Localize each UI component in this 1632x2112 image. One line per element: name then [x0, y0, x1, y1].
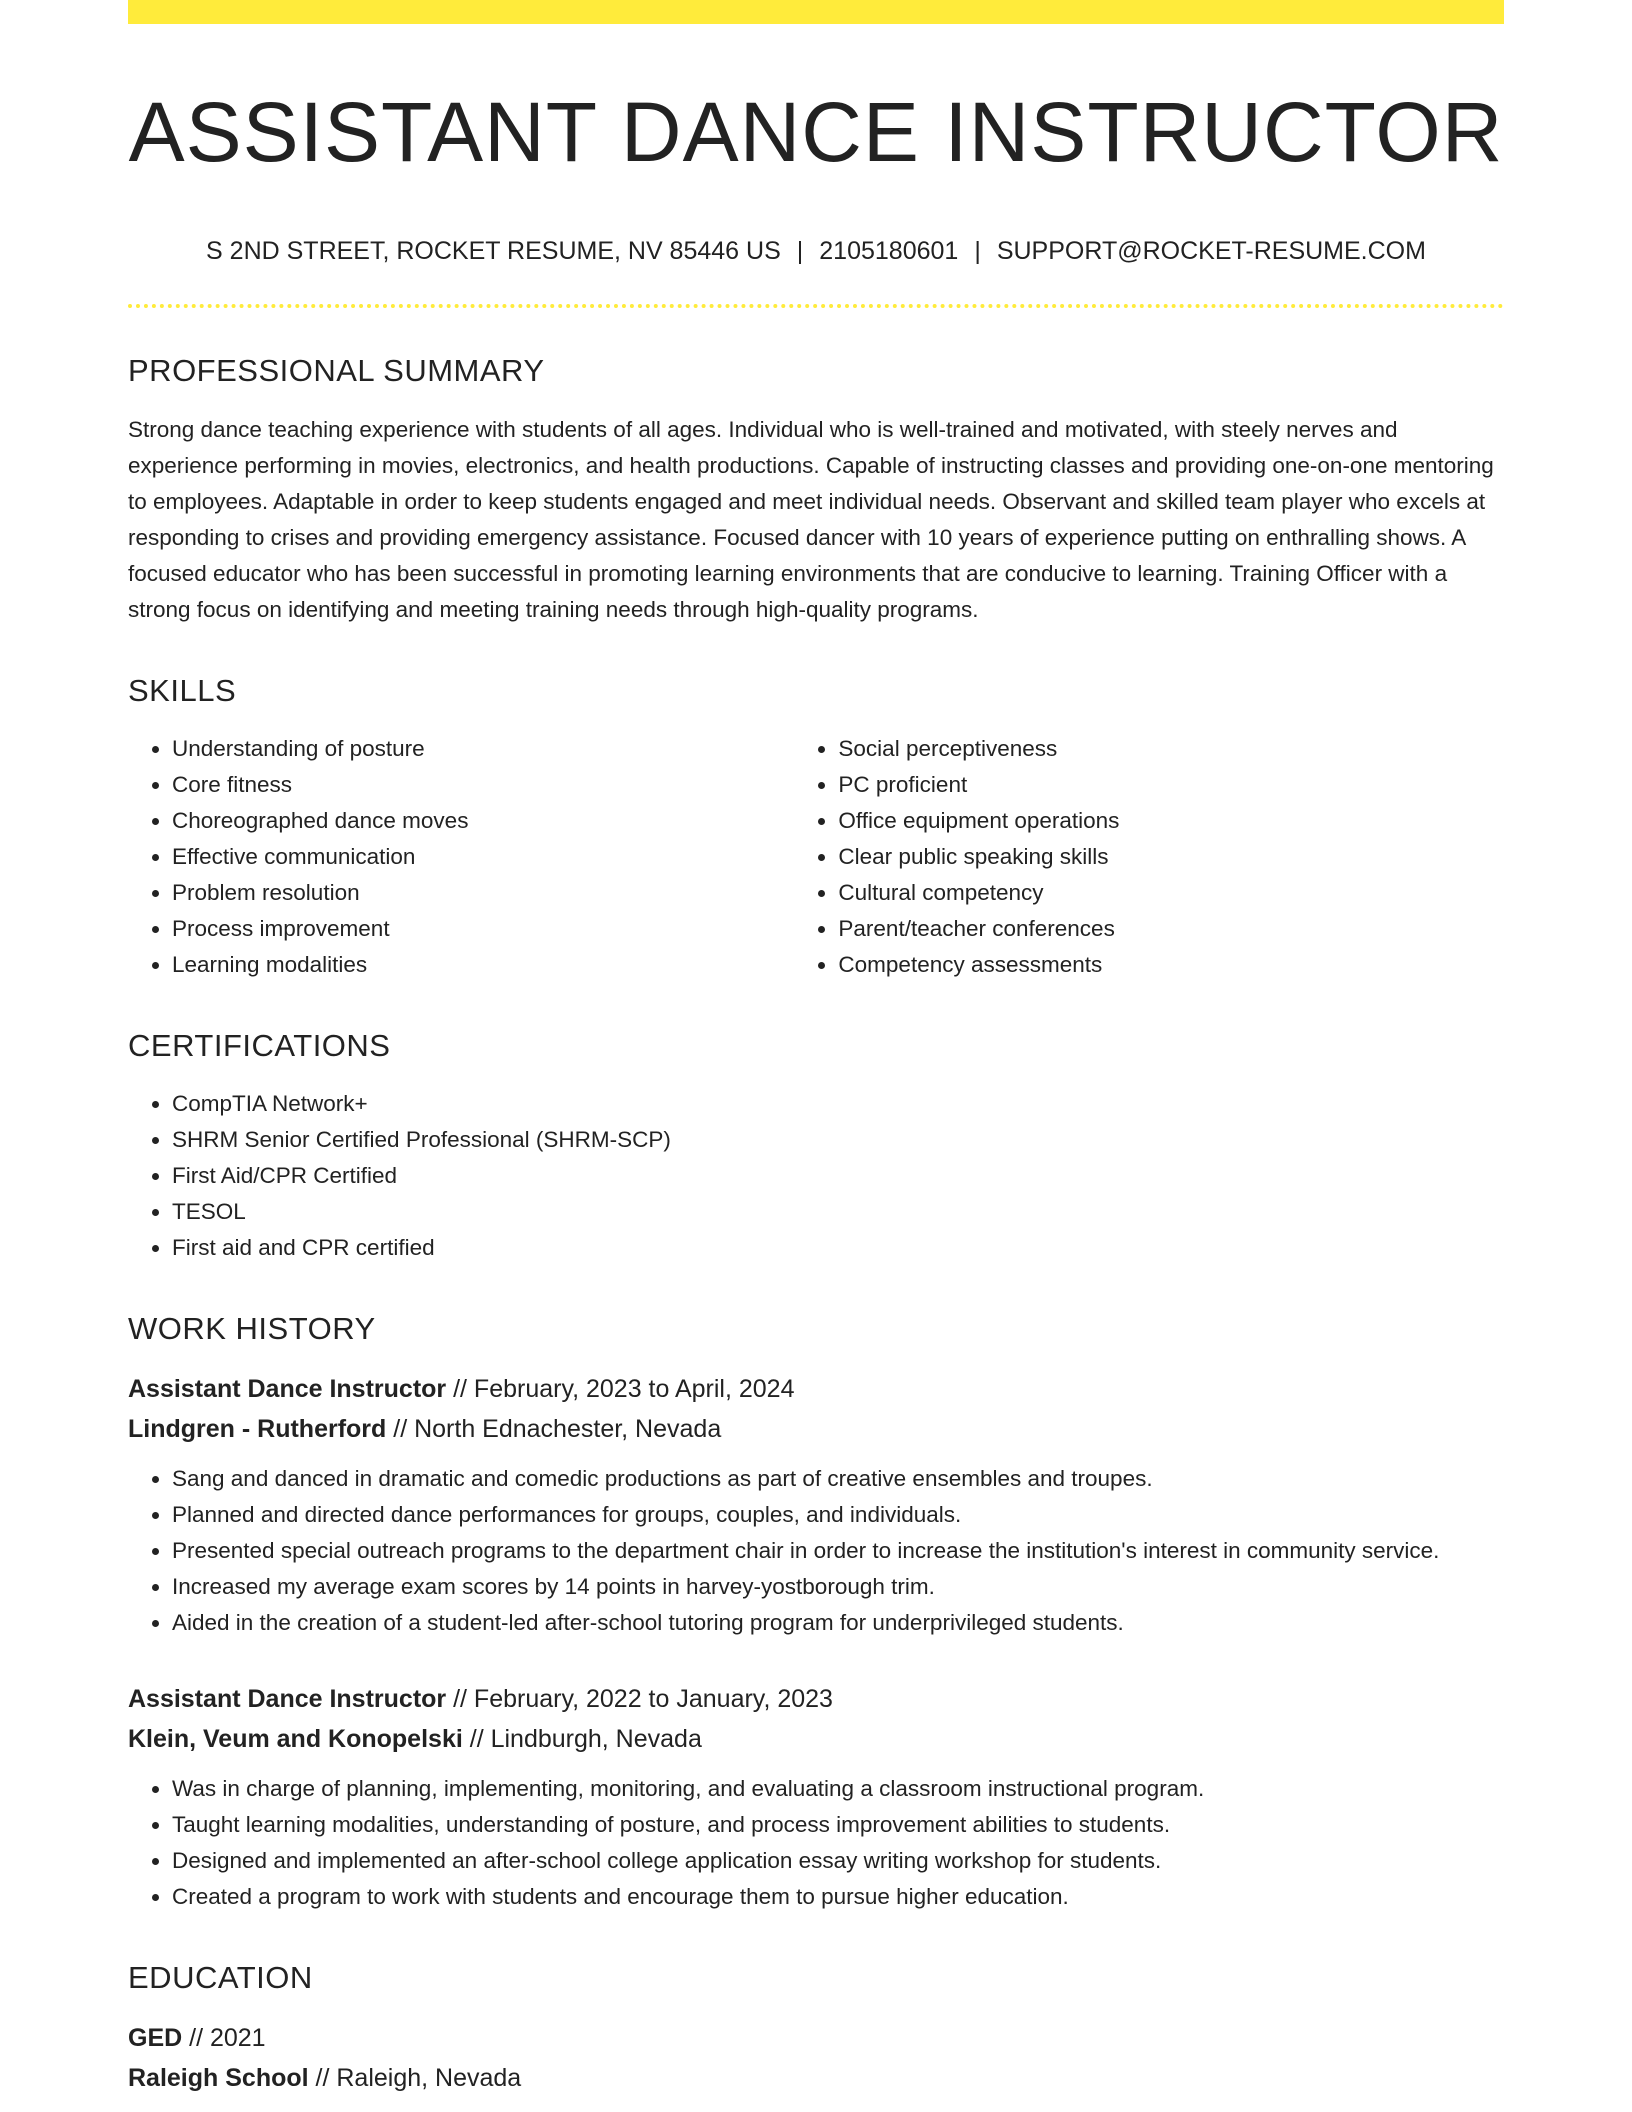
skill-item: • Parent/teacher conferences	[838, 911, 1504, 947]
education-year: // 2021	[182, 2024, 266, 2053]
job-entry	[128, 1369, 1504, 1641]
skill-item: • Cultural competency	[838, 875, 1504, 911]
job-location: // Lindburgh, Nevada	[462, 1725, 702, 1754]
job-title-line	[128, 1679, 1504, 1719]
contact-line	[128, 236, 1504, 266]
email-text: SUPPORT@ROCKET-RESUME.COM	[996, 237, 1426, 266]
certification-item: • First aid and CPR certified	[172, 1230, 1504, 1266]
job-bullets	[128, 1771, 1504, 1915]
job-company-line	[128, 1719, 1504, 1759]
job-bullet: • Was in charge of planning, implementing, monitoring, and evaluating a classroom instructional program.	[172, 1771, 1504, 1807]
job-bullet: • Aided in the creation of a student-led after-school tutoring program for underprivileged students.	[172, 1605, 1504, 1641]
skill-item: • PC proficient	[838, 767, 1504, 803]
job-location: // North Ednachester, Nevada	[386, 1415, 722, 1444]
skills-heading: SKILLS	[128, 672, 237, 708]
job-bullet: • Sang and danced in dramatic and comedic productions as part of creative ensembles and troupes.	[172, 1461, 1504, 1497]
skill-item: • Social perceptiveness	[838, 731, 1504, 767]
job-company-line	[128, 1409, 1504, 1449]
job-bullet: • Planned and directed dance performances for groups, couples, and individuals.	[172, 1497, 1504, 1533]
job-bullet: • Taught learning modalities, understanding of posture, and process improvement abilities to students.	[172, 1807, 1504, 1843]
summary-heading: PROFESSIONAL SUMMARY	[128, 353, 545, 389]
skills-list-right	[794, 731, 1504, 983]
job-dates: // February, 2022 to January, 2023	[446, 1685, 833, 1714]
certification-item: • CompTIA Network+	[172, 1086, 1504, 1122]
work-history-heading: WORK HISTORY	[128, 1310, 376, 1346]
skill-item: • Problem resolution	[172, 875, 794, 911]
certifications-heading: CERTIFICATIONS	[128, 1027, 391, 1063]
certifications-list	[128, 1086, 1504, 1266]
contact-separator: |	[796, 237, 804, 266]
education-heading: EDUCATION	[128, 1960, 313, 1996]
job-company: Klein, Veum and Konopelski	[128, 1725, 463, 1754]
skill-item: • Choreographed dance moves	[172, 803, 794, 839]
certification-item: • First Aid/CPR Certified	[172, 1158, 1504, 1194]
job-title-line	[128, 1369, 1504, 1409]
job-bullet: • Increased my average exam scores by 14 points in harvey-yostborough trim.	[172, 1569, 1504, 1605]
resume-page	[128, 0, 1504, 2098]
job-dates: // February, 2023 to April, 2024	[446, 1375, 795, 1404]
job-bullet: • Presented special outreach programs to the department chair in order to increase the institution's interest in community service.	[172, 1533, 1504, 1569]
address-text: S 2ND STREET, ROCKET RESUME, NV 85446 US	[206, 237, 781, 266]
summary-text: Strong dance teaching experience with students of all ages. Individual who is well-trained and motivated, with steely nerves and experience performing in movies, electronics, and health productions. Capable of instructing classes and providing one-on-one mentoring to employees. Adaptable in order to keep students engaged and meet individual needs. Observant and skilled team player who excels at responding to crises and providing emergency assistance. Focused dancer with 10 years of experience putting on enthralling shows. A focused educator who has been successful in promoting learning environments that are conducive to learning. Training Officer with a strong focus on identifying and meeting training needs through high-quality programs.	[128, 416, 1494, 622]
education-school: Raleigh School	[128, 2064, 309, 2093]
education-degree: GED	[128, 2024, 183, 2053]
job-role: Assistant Dance Instructor	[128, 1685, 447, 1714]
contact-separator: |	[974, 237, 981, 266]
certification-item: • TESOL	[172, 1194, 1504, 1230]
skill-item: • Office equipment operations	[838, 803, 1504, 839]
skill-item: • Clear public speaking skills	[838, 839, 1504, 875]
skill-item: • Core fitness	[172, 767, 794, 803]
job-bullet: • Created a program to work with students and encourage them to pursue higher education.	[172, 1879, 1504, 1915]
job-bullets	[128, 1461, 1504, 1641]
job-role: Assistant Dance Instructor	[128, 1375, 447, 1404]
skill-item: • Understanding of posture	[172, 731, 794, 767]
skill-item: • Process improvement	[172, 911, 794, 947]
education-degree-line	[128, 2018, 1504, 2058]
phone-text: 2105180601	[819, 237, 959, 266]
skills-list-left	[128, 731, 794, 983]
skill-item: • Effective communication	[172, 839, 794, 875]
skill-item: • Learning modalities	[172, 947, 794, 983]
education-location: // Raleigh, Nevada	[308, 2064, 522, 2093]
education-entry	[128, 2018, 1504, 2098]
job-company: Lindgren - Rutherford	[128, 1415, 387, 1444]
accent-bar	[128, 0, 1504, 24]
job-bullet: • Designed and implemented an after-school college application essay writing workshop for students.	[172, 1843, 1504, 1879]
dotted-divider	[128, 304, 1504, 308]
certification-item: • SHRM Senior Certified Professional (SHRM-SCP)	[172, 1122, 1504, 1158]
page-title: ASSISTANT DANCE INSTRUCTOR	[128, 85, 1504, 179]
job-entry	[128, 1679, 1504, 1915]
education-school-line	[128, 2058, 1504, 2098]
skills-grid	[128, 709, 1504, 983]
skill-item: • Competency assessments	[838, 947, 1504, 983]
